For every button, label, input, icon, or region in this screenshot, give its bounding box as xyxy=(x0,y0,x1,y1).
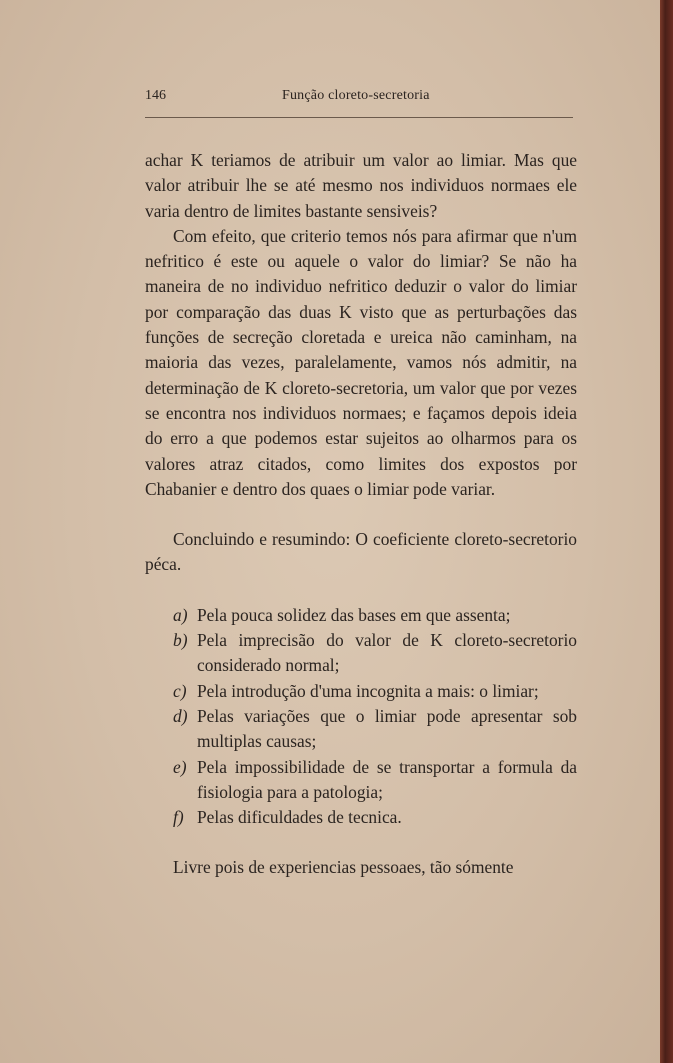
list-item xyxy=(145,755,577,806)
running-title: Função cloreto-secretoria xyxy=(282,88,430,103)
list-marker: f) xyxy=(173,807,184,828)
paragraph-2: Com efeito, que criterio temos nós para afirmar que n'um nefritico é este ou aquele o valor do limiar? Se não ha maneira de no individuo nefritico deduzir o valor do limiar por comparação das duas K visto que as perturbações das funções de secreção cloretada e ureica não caminham, na maioria das vezes, paralelamente, vamos nós admitir, na determinação de K cloreto-secretoria, um valor que por vezes se encontra nos individuos normaes; e façamos depois ideia do erro a que podemos estar sujeitos ao olharmos para os valores atraz citados, como limites dos expostos por Chabanier e dentro dos quaes o limiar pode variar. xyxy=(145,225,577,499)
closing-line: Livre pois de experiencias pessoaes, tão sómente xyxy=(173,857,514,878)
list-marker: d) xyxy=(173,705,188,726)
list-item-text: Pelas variações que o limiar pode apresentar sob multiplas causas; xyxy=(197,705,577,752)
list-marker: c) xyxy=(173,680,187,701)
list-marker: a) xyxy=(173,604,188,625)
list-item xyxy=(145,628,577,679)
list-marker: e) xyxy=(173,756,187,777)
list-item-text: Pela impossibilidade de se transportar a formula da fisiologia para a patologia; xyxy=(197,756,577,802)
list-item-text: Pela imprecisão do valor de K cloreto-secretorio considerado normal; xyxy=(197,630,577,676)
list-item xyxy=(145,704,577,755)
conclusion-list xyxy=(145,603,577,831)
list-item-text: Pela introdução d'uma incognita a mais: o limiar; xyxy=(197,680,539,701)
paragraph-3: Concluindo e resumindo: O coeficiente cloreto-secretorio péca. xyxy=(145,529,577,575)
list-item xyxy=(145,805,577,830)
list-item xyxy=(145,603,577,628)
header-rule xyxy=(145,117,573,118)
list-item-text: Pelas dificuldades de tecnica. xyxy=(197,807,402,828)
list-marker: b) xyxy=(173,630,188,651)
page-number: 146 xyxy=(145,88,166,103)
paragraph-1: achar K teriamos de atribuir um valor ao limiar. Mas que valor atribuir lhe se até mesmo nos individuos normaes ele varia dentro de limites bastante sensiveis? xyxy=(145,150,577,221)
book-edge xyxy=(660,0,673,1063)
list-item-text: Pela pouca solidez das bases em que assenta; xyxy=(197,604,511,625)
page-header xyxy=(145,88,575,110)
body-text xyxy=(145,148,577,881)
list-item xyxy=(145,679,577,704)
